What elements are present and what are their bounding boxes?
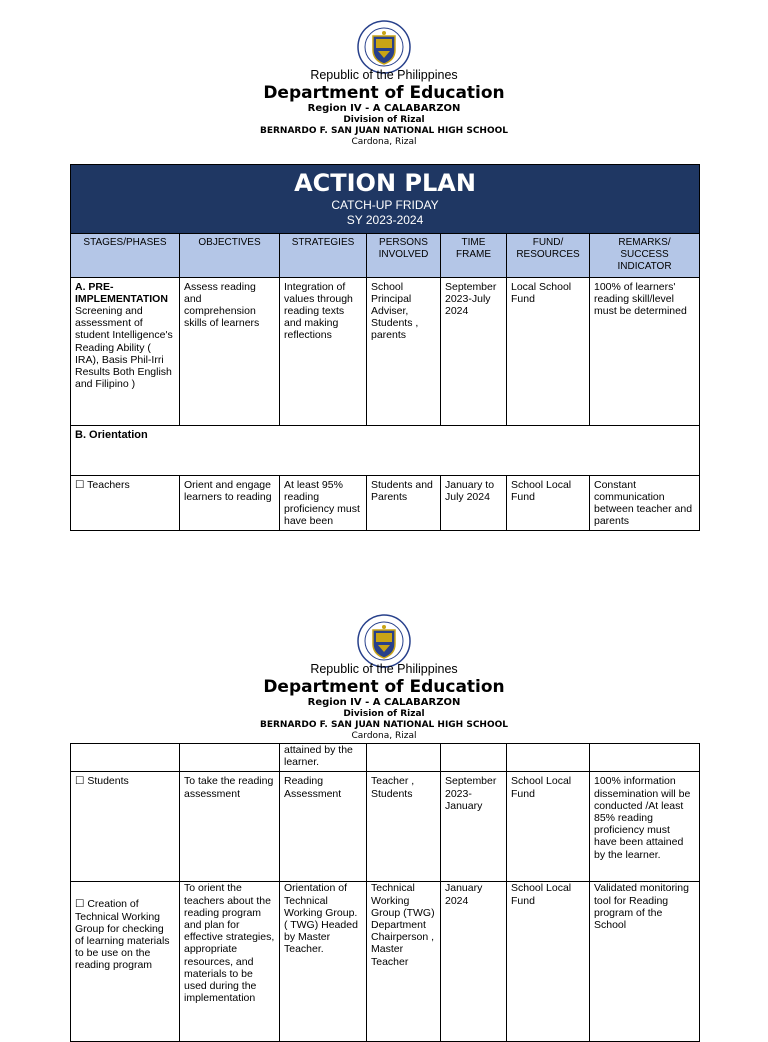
column-header: OBJECTIVES: [180, 234, 280, 278]
remarks-cell: Validated monitoring tool for Reading program of the School: [590, 882, 700, 1042]
school-location: Cardona, Rizal: [351, 731, 417, 741]
persons-cell: School Principal Adviser, Students , parents: [367, 277, 441, 425]
time-frame-cell: January to July 2024: [441, 475, 507, 531]
division-line: Division of Rizal: [343, 115, 425, 125]
time-frame-cell: January 2024: [441, 882, 507, 1042]
document-page-2: [0, 600, 768, 1024]
school-name: BERNARDO F. SAN JUAN NATIONAL HIGH SCHOOL: [259, 720, 508, 730]
table-row-teachers: [71, 475, 700, 531]
objectives-cell: To orient the teachers about the reading program and plan for effective strategies, appropriate resources, and materials to be used during the implementation: [180, 882, 280, 1042]
column-header: STRATEGIES: [280, 234, 367, 278]
persons-cell: Technical Working Group (TWG) Department Chairperson , Master Teacher: [367, 882, 441, 1042]
deped-seal-logo: [354, 20, 414, 74]
column-header: TIME FRAME: [441, 234, 507, 278]
persons-cell: Teacher , Students: [367, 772, 441, 882]
column-header-row: [71, 234, 700, 278]
stage-cell: [71, 277, 180, 425]
column-header: REMARKS/ SUCCESS INDICATOR: [590, 234, 700, 278]
stage-cell: ☐ Teachers: [71, 475, 180, 531]
stage-description: Screening and assessment of student Intelligence's Reading Ability ( IRA), Basis Phil-Irri Results Both English and Filipino ): [75, 305, 173, 391]
plan-subtitle-catch-up: CATCH-UP FRIDAY: [331, 198, 439, 212]
fund-cell: School Local Fund: [507, 772, 590, 882]
division-line: Division of Rizal: [343, 709, 425, 719]
persons-cell: Students and Parents: [367, 475, 441, 531]
section-heading: B. Orientation: [71, 425, 700, 475]
column-header: STAGES/PHASES: [71, 234, 180, 278]
region-line: Region IV - A CALABARZON: [307, 697, 461, 708]
republic-line: Republic of the Philippines: [310, 662, 458, 676]
remarks-cell: 100% of learners' reading skill/level must be determined: [590, 277, 700, 425]
action-plan-title: ACTION PLAN: [294, 169, 476, 197]
column-header: FUND/ RESOURCES: [507, 234, 590, 278]
deped-seal-logo: [354, 614, 414, 668]
column-header: PERSONS INVOLVED: [367, 234, 441, 278]
section-row-orientation: [71, 425, 700, 475]
time-frame-cell: September 2023-July 2024: [441, 277, 507, 425]
title-banner: [71, 165, 700, 234]
school-location: Cardona, Rizal: [351, 137, 417, 147]
table-row-pre-implementation: [71, 277, 700, 425]
remarks-cell: 100% information dissemination will be conducted /At least 85% reading proficiency must have been attained by the learner.: [590, 772, 700, 882]
objectives-cell: Assess reading and comprehension skills of learners: [180, 277, 280, 425]
strategies-cell: Integration of values through reading texts and making reflections: [280, 277, 367, 425]
table-row-continued: [71, 744, 700, 772]
plan-subtitle-school-year: SY 2023-2024: [346, 213, 424, 227]
fund-cell: School Local Fund: [507, 882, 590, 1042]
table-row-students: [71, 772, 700, 882]
stage-title: A. PRE-IMPLEMENTATION: [75, 280, 168, 305]
stage-cell: ☐ Creation of Technical Working Group for checking of learning materials to be use on the reading program: [71, 882, 180, 1042]
republic-line: Republic of the Philippines: [310, 68, 458, 82]
table-row-twg: [71, 882, 700, 1042]
action-plan-table: [70, 164, 700, 531]
remarks-cell: Constant communication between teacher and parents: [590, 475, 700, 531]
stage-cell: ☐ Students: [71, 772, 180, 882]
fund-cell: School Local Fund: [507, 475, 590, 531]
objectives-cell: To take the reading assessment: [180, 772, 280, 882]
department-title: Department of Education: [263, 677, 505, 697]
department-title: Department of Education: [263, 83, 505, 103]
action-plan-table-continued: [70, 743, 700, 1042]
strategies-cell: attained by the learner.: [280, 744, 367, 772]
time-frame-cell: September 2023-January: [441, 772, 507, 882]
strategies-cell: Orientation of Technical Working Group. ( TWG) Headed by Master Teacher.: [280, 882, 367, 1042]
fund-cell: Local School Fund: [507, 277, 590, 425]
objectives-cell: Orient and engage learners to reading: [180, 475, 280, 531]
strategies-cell: At least 95% reading proficiency must have been: [280, 475, 367, 531]
strategies-cell: Reading Assessment: [280, 772, 367, 882]
region-line: Region IV - A CALABARZON: [307, 103, 461, 114]
school-name: BERNARDO F. SAN JUAN NATIONAL HIGH SCHOOL: [259, 126, 508, 136]
